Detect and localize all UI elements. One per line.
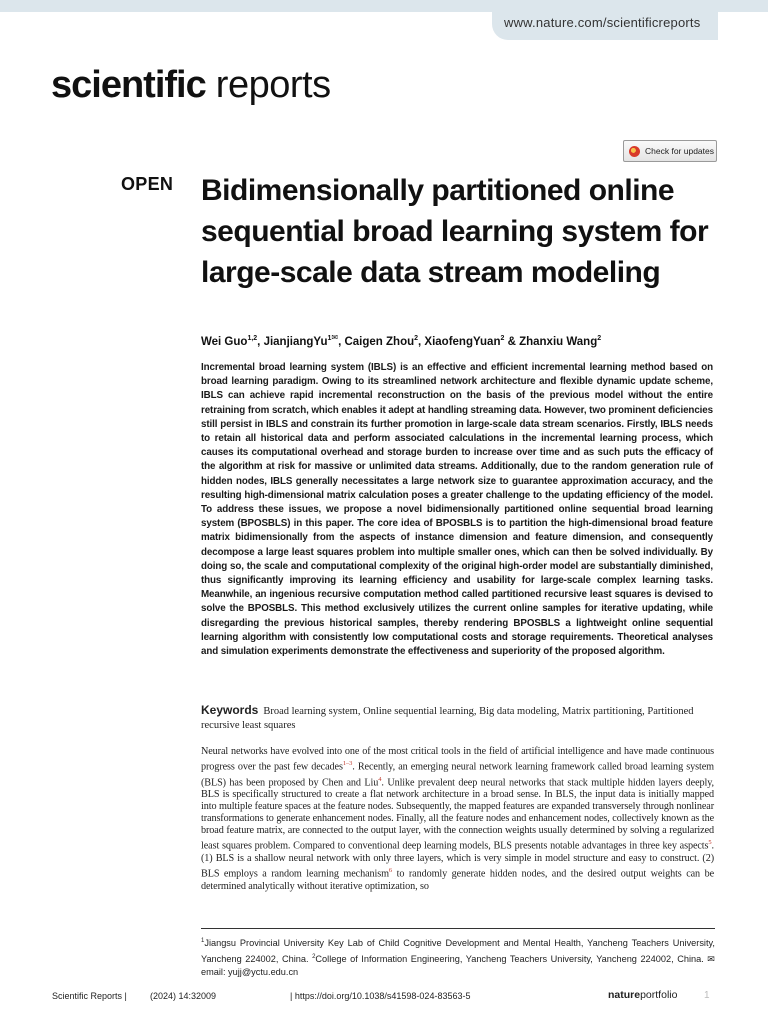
page-footer	[52, 989, 716, 1005]
mail-icon: ✉	[707, 953, 715, 964]
publisher-logo-bold: nature	[608, 989, 641, 1001]
footer-citation: (2024) 14:32009	[150, 991, 217, 1001]
author-affiliation-sup: 1	[327, 335, 332, 342]
intro-text: Neural networks have evolved into one of the most critical tools in the field of artificial intelligence and have made continuous progress over the past few decades	[201, 746, 714, 773]
author-separator: ,	[257, 335, 264, 348]
check-for-updates-label: Check for updates	[645, 146, 714, 156]
email-link[interactable]: email: yujj@yctu.edu.cn	[201, 967, 299, 978]
intro-text: . Unlike prevalent deep neural networks that stack multiple hidden layers deeply, BLS is specifically structured to create a flat network architecture in a broad sense. In BLS, the input data is initially mapped into multiple feature spaces at the feature nodes. Subsequently, the mapped features are expanded transversely through nonlinear transformations to generate enhancement nodes. Finally, all the feature nodes and enhancement nodes, collectively known as the broad feature matrix, are connected to the output layer, with the connection weights usually determined by solving a regularized least squares problem. Compared to conventional deep learning models, BLS presents notable advantages in three key aspects	[201, 776, 714, 852]
citation-link[interactable]: 4	[378, 775, 382, 783]
page-number: 1	[704, 990, 710, 1001]
journal-logo-light: reports	[215, 64, 331, 106]
journal-url[interactable]: www.nature.com/scientificreports	[504, 15, 701, 30]
publisher-logo-light: portfolio	[640, 989, 678, 1001]
footer-doi-link[interactable]: | https://doi.org/10.1038/s41598-024-83563-5	[290, 991, 471, 1001]
citation-link[interactable]: 6	[388, 867, 393, 875]
publisher-logo	[608, 989, 677, 1001]
author-separator: ,	[338, 335, 345, 348]
affiliations	[201, 928, 715, 980]
journal-logo	[51, 64, 331, 107]
author-name[interactable]: JianjiangYu	[263, 335, 328, 348]
intro-text: . Recently, an emerging neural network learning framework called broad learning system (BLS) has been proposed by Chen and Liu	[201, 761, 714, 788]
affiliation-sup: 2	[312, 953, 316, 960]
crossmark-icon	[629, 146, 640, 157]
intro-text: to randomly generate hidden nodes, and the desired output weights can be determined analytically without iterative optimization, so	[201, 868, 714, 892]
citation-link[interactable]: 5	[708, 839, 712, 847]
corresponding-author-icon[interactable]: ✉	[331, 333, 339, 342]
article-title: Bidimensionally partitioned online sequential broad learning system for large-scale data stream modeling	[201, 174, 709, 289]
author-separator: ,	[418, 335, 425, 348]
url-tab[interactable]	[492, 8, 718, 40]
author-affiliation-sup: 2	[414, 335, 419, 342]
keywords	[201, 703, 713, 733]
open-access-label: OPEN	[121, 174, 174, 194]
intro-text: . (1) BLS is a shallow neural network with only three layers, which is very simple in model structure and easy to construct. (2) BLS employs a random learning mechanism	[201, 840, 714, 880]
intro-paragraph	[201, 746, 714, 893]
author-affiliation-sup: 1,2	[247, 335, 258, 342]
footer-journal: Scientific Reports |	[52, 991, 127, 1001]
author-name[interactable]: XiaofengYuan	[424, 335, 501, 348]
author-name[interactable]: Caigen Zhou	[344, 335, 415, 348]
journal-logo-bold: scientific	[51, 64, 206, 106]
citation-link[interactable]: 1–3	[342, 760, 353, 768]
affiliation-sup: 1	[201, 938, 205, 944]
author-name[interactable]: Zhanxiu Wang	[519, 335, 598, 348]
abstract: Incremental broad learning system (IBLS) is an effective and efficient incremental learning method based on broad learning paradigm. Owing to its streamlined network architecture and flexible dynamic update scheme, IBLS can achieve rapid incremental reconstruction on the basis of the previous model without the entire retraining from scratch, which enables it adept at handling streaming data. However, two prominent deficiencies still persist in IBLS and constrain its further promotion in large-scale data stream scenarios. Firstly, IBLS needs to retain all historical data and perform associated calculations in the incremental learning process, which causes its computational overhead and storage burden to increase over time and as such puts the efficacy of the algorithm at risk for massive or unlimited data streams. Additionally, due to the random generation rule of hidden nodes, IBLS generally necessitates a large network size to guarantee approximation accuracy, and the resulting high-dimensional matrix calculation poses a greater challenge to the updating efficiency of the model. To address these issues, we propose a novel bidimensionally partitioned online sequential broad learning system (BPOSBLS) in this paper. The core idea of BPOSBLS is to partition the high-dimensional broad feature matrix bidimensionally from the aspects of instance dimension and feature dimension, and consequently decompose a large least squares problem into multiple smaller ones, which can then be solved individually. By doing so, the scale and computational complexity of the original high-order model are substantially diminished, thus significantly improving its learning efficiency and usability for large-scale complex learning tasks. Meanwhile, an ingenious recursive computation method called partitioned recursive least squares is devised to solve the BPOSBLS. This method exclusively utilizes the current online samples for iterative updating, while disregarding the previous historical samples, thereby rendering BPOSBLS a lightweight online sequential learning algorithm with consistently low computational costs and storage requirements. Theoretical analyses and simulation experiments demonstrate the effectiveness and superiority of the proposed algorithm.	[201, 362, 713, 658]
author-affiliation-sup: 2	[597, 335, 602, 342]
affiliation-text: College of Information Engineering, Yancheng Teachers University, Yancheng 224002, China.	[315, 953, 708, 964]
affiliation-text: Jiangsu Provincial University Key Lab of Child Cognitive Development and Mental Health, Yancheng Teachers University, Yancheng 224002, China.	[201, 938, 715, 964]
author-affiliation-sup: 2	[500, 335, 505, 342]
keywords-list: Broad learning system, Online sequential learning, Big data modeling, Matrix partitioning, Partitioned recursive least squares	[201, 706, 694, 731]
author-name[interactable]: Wei Guo	[201, 335, 248, 348]
author-and: &	[504, 335, 520, 348]
author-list	[201, 333, 601, 348]
check-for-updates-button[interactable]	[623, 140, 717, 162]
keywords-label: Keywords	[201, 703, 259, 717]
